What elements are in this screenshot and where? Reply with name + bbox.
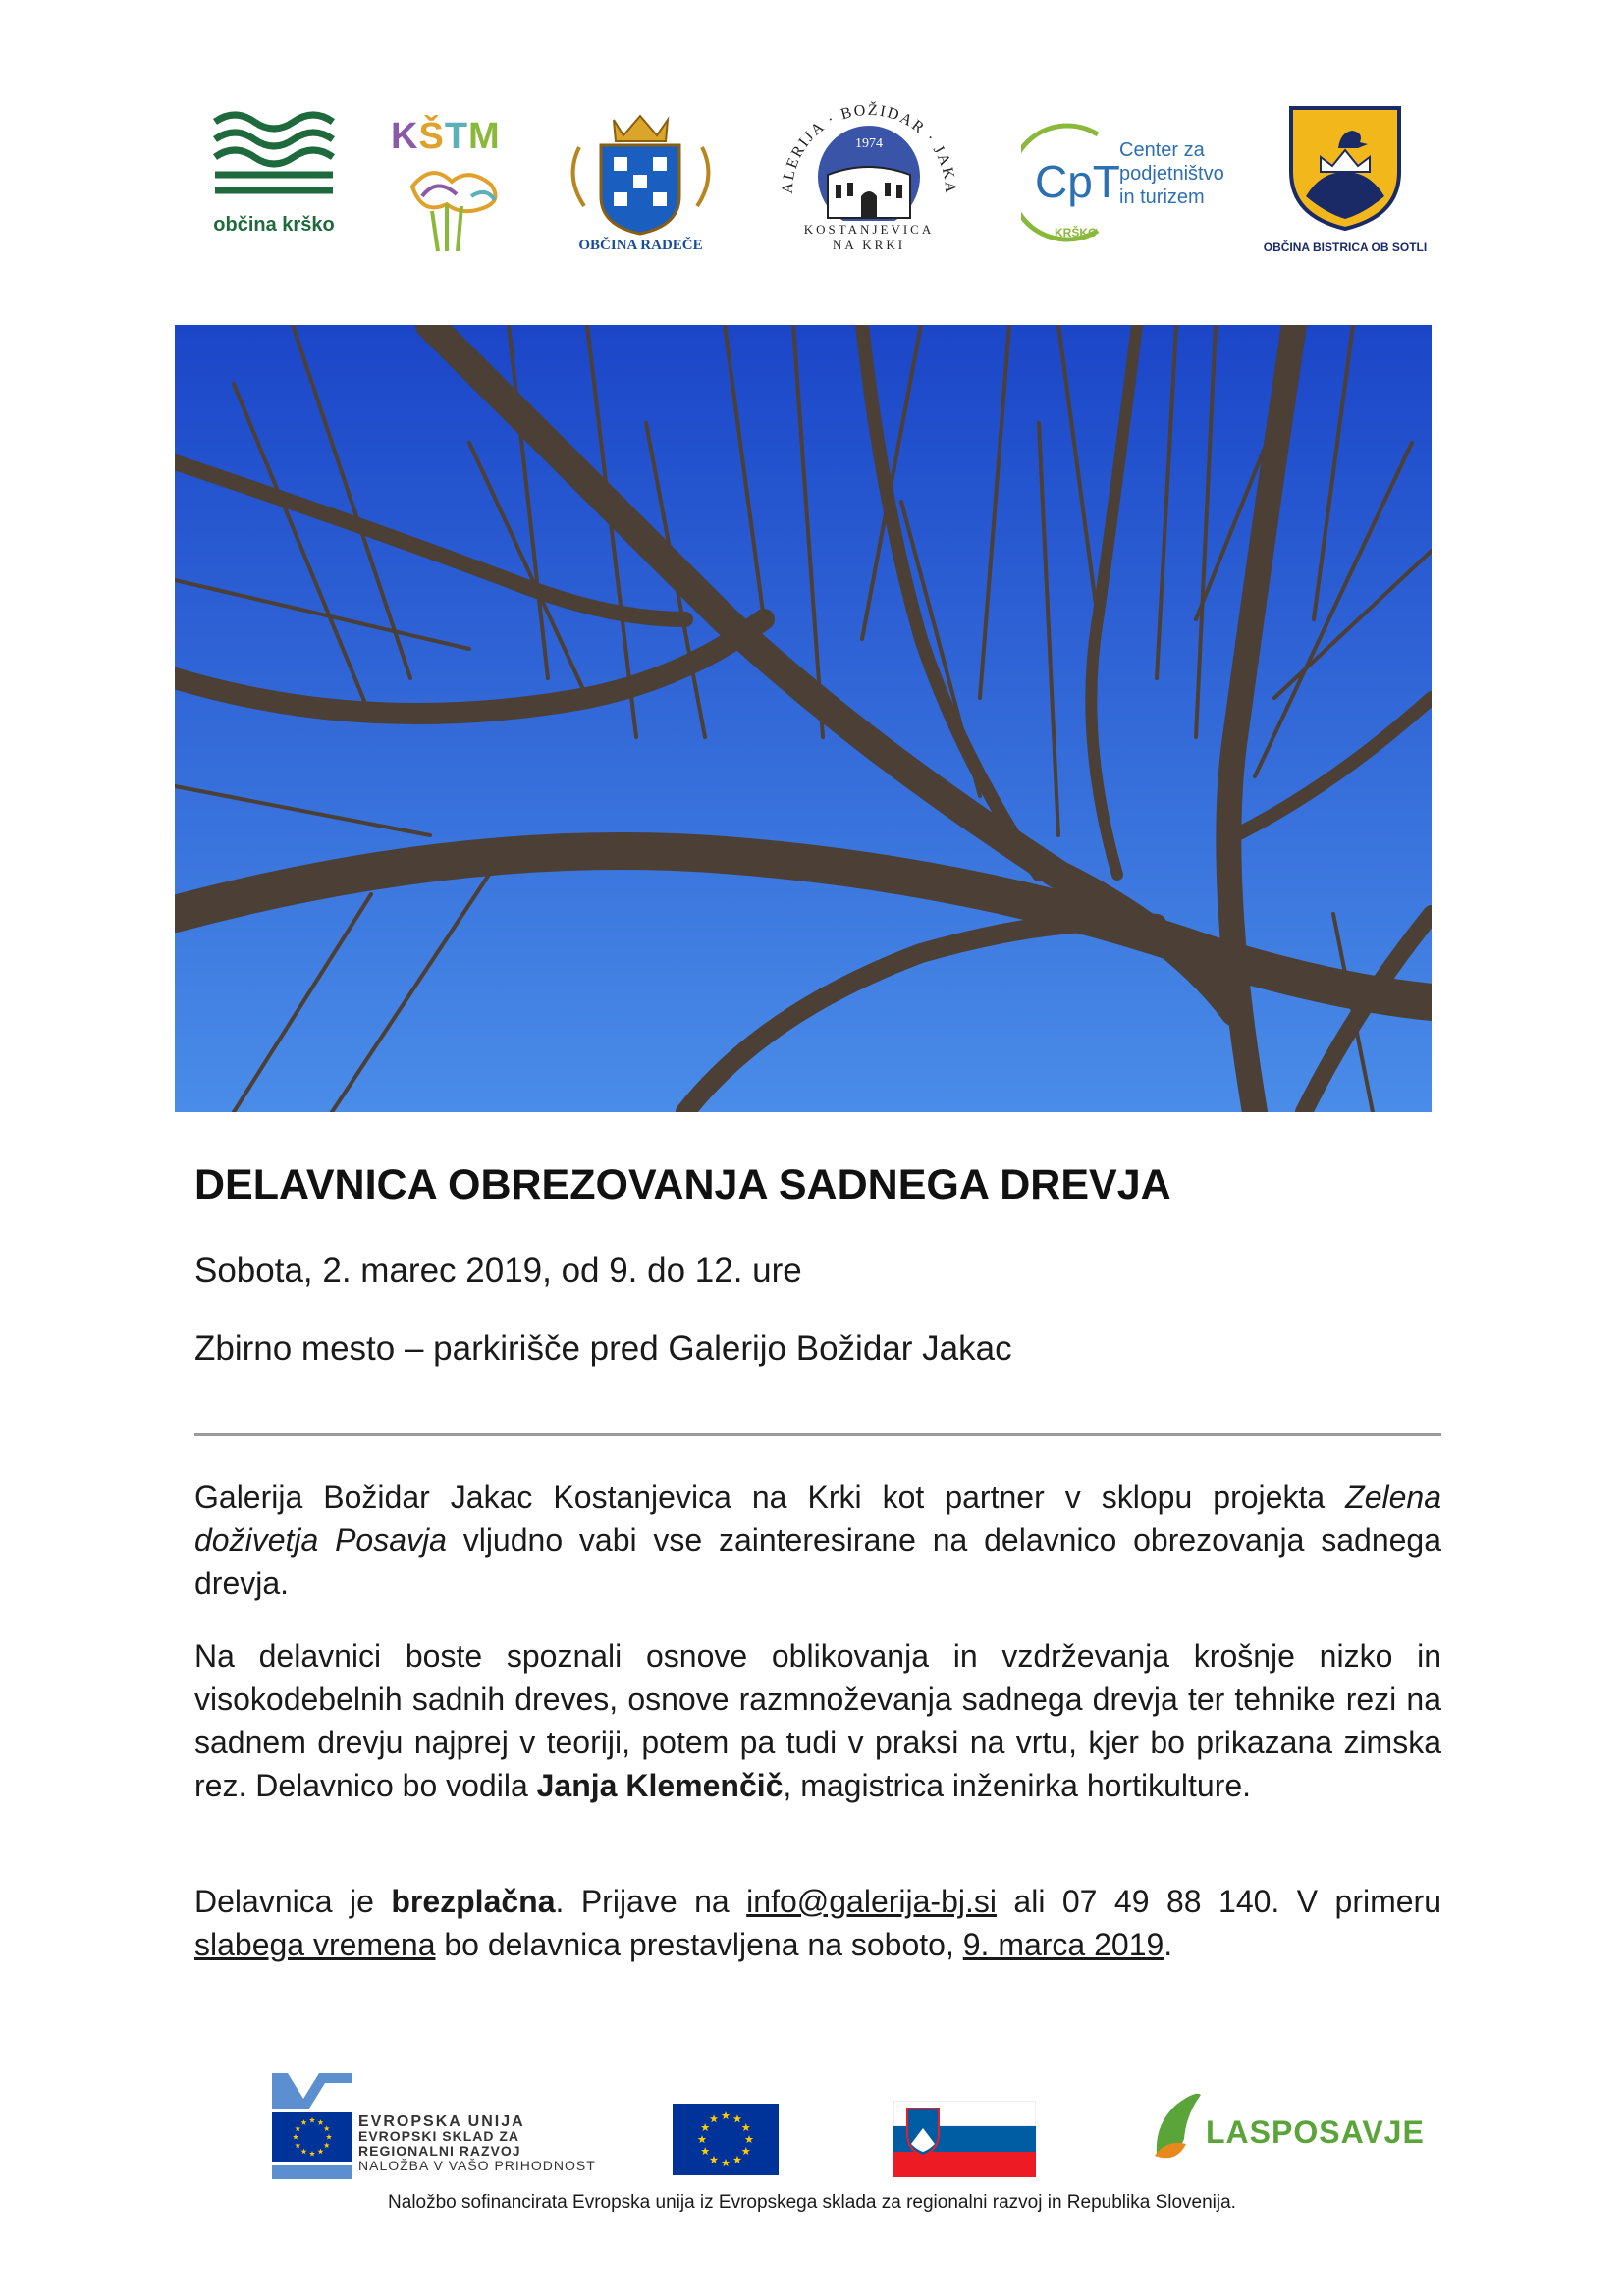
email-link[interactable]: info@galerija-bj.si — [746, 1884, 997, 1919]
cpt-text: Center za podjetništvo in turizem — [1119, 139, 1224, 208]
logo-obcina-bistrica-ob-sotli — [1262, 103, 1429, 260]
description-paragraph — [194, 1634, 1441, 1807]
las-wordmark — [1206, 2114, 1425, 2151]
las-leaf-icon — [1147, 2085, 1206, 2173]
bad-weather-text: slabega vremena — [194, 1927, 436, 1962]
tree-branches-illustration — [175, 325, 1432, 1112]
text-run: ali 07 49 88 140. V primeru — [996, 1884, 1442, 1919]
radece-coat-of-arms-icon — [560, 108, 722, 236]
registration-paragraph — [194, 1880, 1441, 1966]
cpt-mark-sub: KRŠKO — [1055, 226, 1098, 240]
kstm-letter: K — [391, 116, 419, 157]
las-text-posavje: POSAVJE — [1272, 2114, 1425, 2150]
kstm-letter: M — [468, 116, 501, 157]
galerija-arc-text: ALERIJA · BOŽIDAR · JAKA — [779, 101, 959, 195]
bistrica-coat-of-arms-icon — [1262, 103, 1429, 231]
logo-obcina-krsko — [210, 108, 338, 240]
radece-caption: OBČINA RADEČE — [578, 238, 703, 253]
las-text-las: LAS — [1206, 2114, 1272, 2150]
eu-flag-icon — [673, 2104, 779, 2175]
text-run: Na delavnici boste spoznali osnove oblikovanja in vzdrževanja krošnje nizko in visokodebelnih sadnih dreves, osnove razmnoževanja sadnega drevja ter tehnike rezi na sadnem drevju najprej v teoriji, potem pa tudi v praksi na vrtu, kjer bo prikazana zimska rez. Delavnico bo vodila — [194, 1638, 1441, 1803]
eu-title: EVROPSKA UNIJA — [358, 2113, 525, 2130]
workshop-leader: Janja Klemenčič — [536, 1768, 784, 1803]
text-run: vljudno vabi vse zainteresirane na delavnico obrezovanja sadnega drevja. — [194, 1522, 1441, 1601]
galerija-year: 1974 — [855, 136, 883, 151]
tree-branches-photo — [175, 325, 1432, 1112]
slovenia-eu-emblem-icon — [268, 2069, 356, 2181]
krsko-caption: občina krško — [213, 214, 335, 236]
free-label: brezplačna — [391, 1884, 556, 1919]
slovenia-flag — [893, 2101, 1036, 2177]
project-name: Zelena doživetja Posavja — [194, 1479, 1441, 1558]
text-run: . Prijave na — [555, 1884, 747, 1919]
kstm-letter: Š — [418, 116, 445, 157]
text-run: Galerija Božidar Jakac Kostanjevica na Krki kot partner v sklopu projekta — [194, 1479, 1346, 1515]
eu-line: REGIONALNI RAZVOJ — [358, 2143, 521, 2159]
galerija-caption-line2: NA KRKI — [832, 238, 906, 252]
funding-note: Naložbo sofinancirata Evropska unija iz Evropskega sklada za regionalni razvoj in Republika Slovenija. — [388, 2192, 1236, 2213]
text-run: bo delavnica prestavljena na soboto, — [435, 1927, 963, 1962]
bistrica-caption: OBČINA BISTRICA OB SOTLI — [1263, 240, 1428, 254]
intro-paragraph — [194, 1475, 1441, 1605]
event-date: Sobota, 2. marec 2019, od 9. do 12. ure — [194, 1252, 802, 1290]
galerija-emblem-icon — [771, 98, 967, 221]
logo-obcina-radece — [560, 108, 722, 255]
slovenia-flag-icon — [893, 2101, 1036, 2177]
eu-flag — [673, 2104, 779, 2175]
text-run: . — [1164, 1927, 1173, 1962]
text-run: Delavnica je — [194, 1884, 392, 1919]
cpt-mark-icon — [1021, 113, 1119, 255]
logo-las-posavje — [1147, 2085, 1425, 2173]
text-run: , magistrica inženirka hortikulture. — [783, 1768, 1252, 1803]
section-divider — [194, 1433, 1441, 1436]
new-date: 9. marca 2019 — [962, 1927, 1164, 1962]
kstm-wordmark — [391, 116, 501, 158]
logo-eu-regional-fund — [268, 2069, 602, 2181]
event-title: DELAVNICA OBREZOVANJA SADNEGA DREVJA — [194, 1161, 1171, 1208]
logo-kstm — [383, 116, 530, 253]
kstm-tree-icon — [393, 157, 511, 253]
kstm-letter: T — [444, 116, 469, 157]
galerija-caption-line1: KOSTANJEVICA — [803, 222, 935, 237]
eu-fund-text — [358, 2114, 596, 2173]
krsko-emblem-icon — [210, 108, 338, 206]
cpt-mark: CpT — [1035, 156, 1119, 207]
eu-line: EVROPSKI SKLAD ZA — [358, 2128, 520, 2144]
logo-galerija-bozidar-jakac — [771, 98, 967, 255]
event-meeting-point: Zbirno mesto – parkirišče pred Galerijo Božidar Jakac — [194, 1329, 1012, 1367]
logo-cpt-krsko — [1021, 113, 1227, 255]
eu-line: NALOŽBA V VAŠO PRIHODNOST — [358, 2158, 596, 2173]
